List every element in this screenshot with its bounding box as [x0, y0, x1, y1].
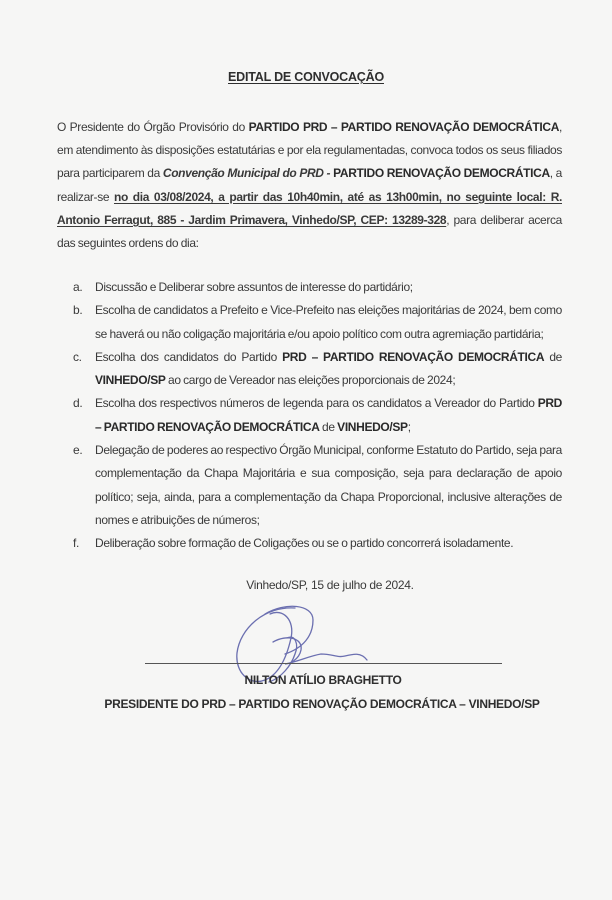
agenda-text: de — [319, 419, 338, 434]
agenda-marker: e. — [73, 443, 83, 458]
signature-strokes — [237, 606, 367, 682]
agenda-marker: c. — [73, 349, 82, 364]
agenda-list — [73, 276, 562, 556]
meeting-schedule-location: no dia 03/08/2024, a partir das 10h40min, até as 13h00min, no seguinte local: R. Antonio Ferragut, 885 - Jardim Primavera, Vinhedo/SP, CEP: 13289-328 — [57, 189, 562, 227]
document-title — [0, 70, 612, 84]
agenda-marker: d. — [73, 396, 83, 411]
agenda-text: de — [544, 349, 562, 364]
agenda-text: Delegação de poderes ao respectivo Órgão Municipal, conforme Estatuto do Partido, seja para complementação da Chapa Majoritária e sua composição, seja para declaração de apoio político; seja, ainda, para a complementação da Chapa Proporcional, inclusive alterações de nomes e atribuições de números; — [95, 443, 562, 527]
document-title-text: EDITAL DE CONVOCAÇÃO — [228, 70, 384, 84]
intro-paragraph — [57, 116, 562, 255]
agenda-text: Escolha dos candidatos do Partido — [95, 349, 283, 364]
agenda-city: VINHEDO/SP — [337, 419, 408, 434]
agenda-item — [73, 532, 562, 555]
party-name-short: PARTIDO RENOVAÇÃO DEMOCRÁTICA — [333, 166, 550, 181]
agenda-text: ; — [407, 419, 411, 434]
signer-role: PRESIDENTE DO PRD – PARTIDO RENOVAÇÃO DEMOCRÁTICA – VINHEDO/SP — [104, 697, 540, 711]
signature-line — [145, 663, 502, 664]
convention-name: Convenção Municipal do PRD - — [162, 166, 331, 181]
agenda-marker: a. — [73, 280, 83, 294]
agenda-text: Escolha de candidatos a Prefeito e Vice-Prefeito nas eleições majoritárias de 2024, bem como se haverá ou não coligação majoritária e/ou apoio político com outra agremiação partidária; — [95, 303, 562, 341]
signer-name: NILTON ATÍLIO BRAGHETTO — [244, 673, 402, 687]
agenda-item — [73, 346, 562, 393]
agenda-text: Discussão e Deliberar sobre assuntos de interesse do partidário; — [95, 280, 413, 294]
agenda-party-name: PRD – PARTIDO RENOVAÇÃO DEMOCRÁTICA — [95, 396, 562, 434]
agenda-text: ao cargo de Vereador nas eleições proporcionais de 2024; — [165, 373, 456, 388]
agenda-party-name: PRD – PARTIDO RENOVAÇÃO DEMOCRÁTICA — [282, 349, 545, 364]
agenda-item — [73, 392, 562, 439]
intro-text-5: , para deliberar acerca das seguintes ordens do dia: — [57, 212, 562, 251]
agenda-text: Deliberação sobre formação de Coligações ou se o partido concorrerá isoladamente. — [95, 536, 514, 551]
agenda-marker: b. — [73, 303, 83, 318]
intro-text-2: , em atendimento às disposições estatutárias e por ela regulamentadas, convoca todos os seus filiados para participarem da — [57, 120, 562, 181]
party-name: PARTIDO PRD – PARTIDO RENOVAÇÃO DEMOCRÁTICA — [248, 120, 560, 134]
place-and-date: Vinhedo/SP, 15 de julho de 2024. — [246, 578, 414, 592]
agenda-text: Escolha dos respectivos números de legenda para os candidatos a Vereador do Partido — [95, 396, 538, 411]
agenda-item — [73, 299, 562, 346]
intro-text-1: O Presidente do Órgão Provisório do — [57, 120, 249, 134]
agenda-city: VINHEDO/SP — [95, 373, 166, 388]
intro-text-4: , a realizar-se — [57, 166, 563, 204]
agenda-item — [73, 276, 562, 299]
agenda-item — [73, 439, 562, 532]
agenda-marker: f. — [73, 536, 79, 551]
